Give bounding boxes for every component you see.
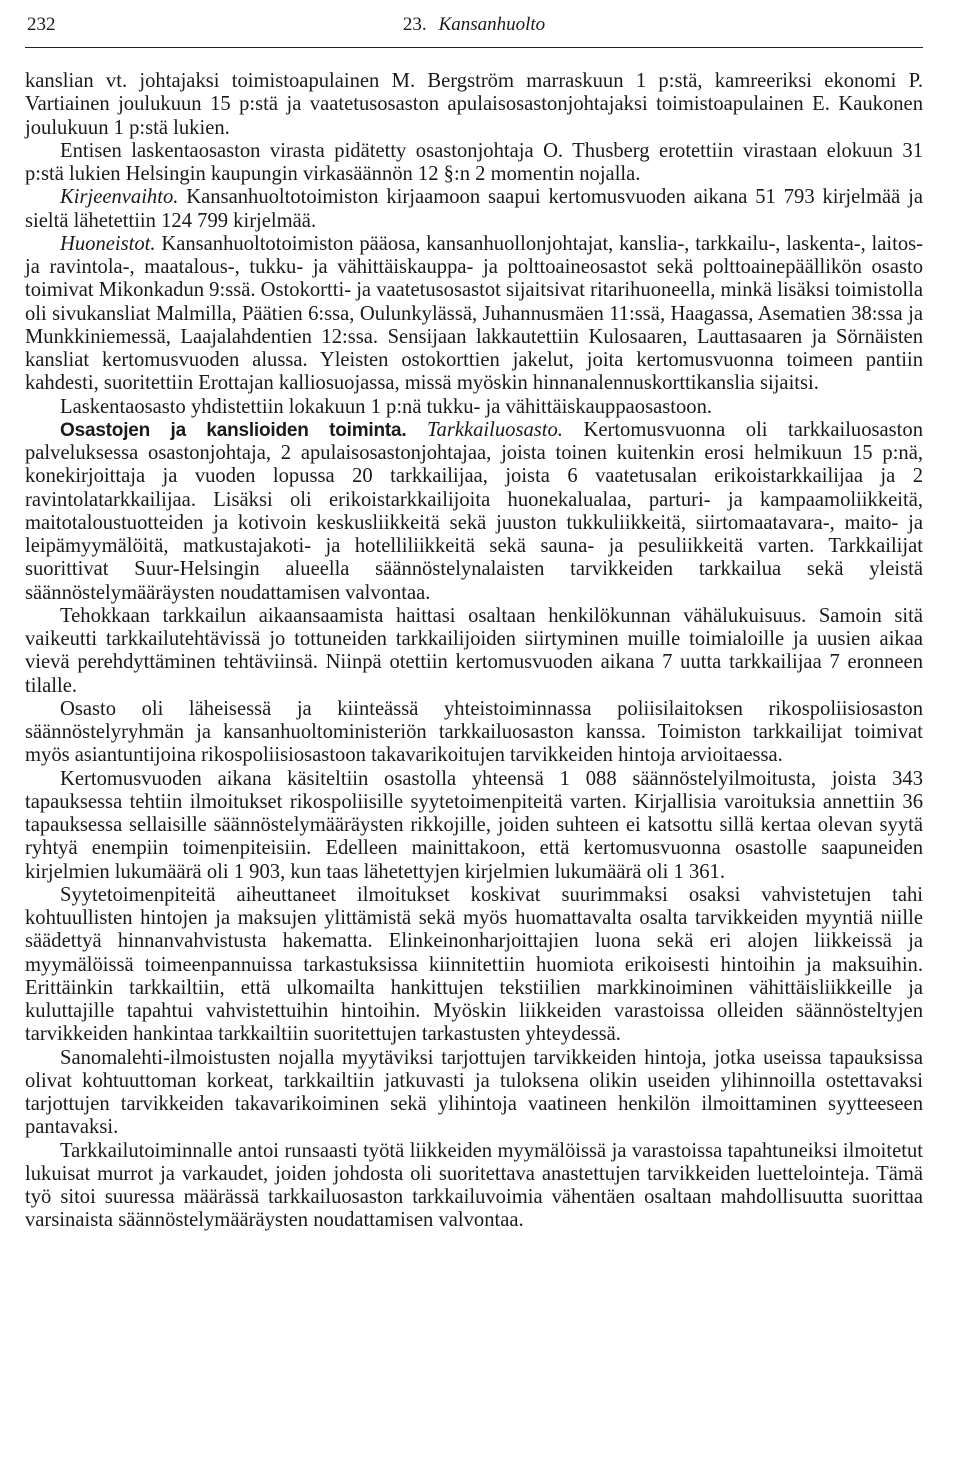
page-number: 232 <box>27 14 56 35</box>
paragraph-text: Kertomusvuoden aikana käsiteltiin osastolla yhteensä 1 088 säännöstelyilmoitusta, joista 343 tapauksessa tehtiin ilmoitukset rikospoliisille syytetoimenpiteitä varten. Kirjallisia varoituksia annettiin 36 tapauksessa sellaisille säännöstelymääräysten rikkojille, joiden suhteen ei katsottu sillä kertaa olevan syytä ryhtyä enempiin toimenpiteisiin. Edelleen mainittakoon, että kertomusvuonna osastolle saapuneiden kirjelmien lukumäärä oli 1 903, kun taas lähetettyjen kirjelmien lukumäärä oli 1 361. <box>25 767 923 883</box>
header-rule <box>25 47 923 48</box>
paragraph <box>25 1047 923 1140</box>
body-text <box>25 70 923 1233</box>
document-page <box>25 14 923 1232</box>
paragraph <box>25 698 923 768</box>
paragraph-text: Entisen laskentaosaston virasta pidätetty osastonjohtaja O. Thusberg erotettiin virastaan elokuun 31 p:stä lukien Helsingin kaupungin virkasäännön 12 §:n 2 momentin nojalla. <box>25 139 923 185</box>
paragraph <box>25 233 923 396</box>
paragraph-text: Sanomalehti-ilmoistusten nojalla myytäviksi tarjottujen tarvikkeiden hintoja, jotka useissa tapauksissa olivat kohtuuttoman korkeat, tarkkailtiin jatkuvasti ja tuloksena olikin useiden ylihinnoilla ostettavaksi tarjottujen tarvikkeiden takavarikoiminen sekä ylihintoja vaatineen henkilön ilmoittaminen syytteeseen pantavaksi. <box>25 1046 923 1139</box>
paragraph-text: Kertomusvuonna oli tarkkailuosaston palveluksessa osastonjohtaja, 2 apulaisosastonjohtajaa, joista toinen kuitenkin erosi helmikuun 15 p:nä, konekirjoittaja ja vuoden lopussa 20 tarkkailijaa, joista 6 vaatetusalan erikoistarkkailijaa ja 2 ravintolatarkkailijaa. Lisäksi oli erikoistarkkailijoita huonekalualaa, parturi- ja kampaamoliikkeitä, maitotaloustuotteiden ja kotivoin keskusliikkeitä sekä juuston tukkuliikkeitä, siirtomaatavara-, maito- ja leipämyymälöitä, matkustajakoti- ja hotelliliikkeitä sekä sauna- ja pesuliikkeitä varten. Tarkkailijat suorittivat Suur-Helsingin alueella säännöstelynalaisten tarvikkeiden tarkkailua sekä yleistä säännöstelymääräysten noudattamisen valvontaa. <box>25 418 923 604</box>
paragraph <box>25 396 923 419</box>
paragraph-text: Tarkkailutoiminnalle antoi runsaasti työtä liikkeiden myymälöissä ja varastoissa tapahtuneiksi ilmoitetut lukuisat murrot ja varkaudet, joiden johdosta oli suoritettava anastettujen tarvikkeiden luettelointeja. Tämä työ sitoi suuressa määrässä tarkkailuosaston tarkkailuvoimia vähentäen osaltaan mahdollisuutta suorittaa varsinaista säännöstelymääräysten noudattamisen valvontaa. <box>25 1139 923 1232</box>
paragraph-text: kanslian vt. johtajaksi toimistoapulainen M. Bergström marraskuun 1 p:stä, kamreeriksi ekonomi P. Vartiainen joulukuun 15 p:stä ja vaatetusosaston apulaisosastonjohtajaksi toimistoapulainen E. Kaukonen joulukuun 1 p:stä lukien. <box>25 70 923 139</box>
chapter-title: Kansanhuolto <box>438 14 546 35</box>
paragraph-text: Kansanhuoltotoimiston pääosa, kansanhuollonjohtajat, kanslia-, tarkkailu-, laskenta-, laitos- ja ravintola-, maatalous-, tukku- ja vähittäiskauppa- ja polttoaineosastot sekä polttoainepäällikön osasto toimivat Mikonkadun 9:ssä. Ostokortti- ja vaatetusosastot sijaitsivat ritarihuoneella, minkä lisäksi toimistolla oli sivukansliat Malmilla, Päätien 6:ssa, Oulunkylässä, Juhannusmäen 11:ssä, Haagassa, Asematien 38:ssa ja Munkkiniemessä, Laajalahdentien 12:ssa. Sensijaan lakkautettiin Kulosaaren, Lauttasaaren ja Sörnäisten kansliat kertomusvuoden alussa. Yleisten ostokorttien jakelut, joita kertomusvuonna toimeen pantiin kahdesti, suoritettiin Erottajan kalliosuojassa, missä myöskin hinnanalennuskorttikanslia sijaitsi. <box>25 232 923 395</box>
paragraph-text: Kansanhuoltotoimiston kirjaamoon saapui kertomusvuoden aikana 51 793 kirjelmää ja sieltä lähetettiin 124 799 kirjelmää. <box>25 186 923 232</box>
paragraph <box>25 70 923 140</box>
section-lead: Huoneistot. <box>60 232 156 255</box>
paragraph <box>25 186 923 233</box>
page-header <box>25 14 923 42</box>
section-lead: Tarkkailuosasto. <box>426 418 563 441</box>
paragraph-text: Osasto oli läheisessä ja kiinteässä yhteistoiminnassa poliisilaitoksen rikospoliisiosaston säännöstelyryhmän ja kansanhuoltoministeriön tarkkailuosaston kanssa. Toimiston tarkkailijat toimivat myös asiantuntijoina rikospoliisiosastoon takavarikoitujen tarvikkeiden hintoja arvioitaessa. <box>25 697 923 767</box>
section-lead: Kirjeenvaihto. <box>60 186 179 209</box>
paragraph-text: Tehokkaan tarkkailun aikaansaamista haittasi osaltaan henkilökunnan vähälukuisuus. Samoin sitä vaikeutti tarkkailutehtävissä jo tottuneiden tarkkailijoiden siirtyminen muille toimialoille ja uusien aikaa vievä perehdyttäminen tehtäviinsä. Niinpä otettiin kertomusvuoden aikana 7 uutta tarkkailijaa 7 eronneen tilalle. <box>25 604 923 697</box>
paragraph <box>25 1140 923 1233</box>
running-title <box>25 14 923 36</box>
paragraph-text: Syytetoimenpiteitä aiheuttaneet ilmoitukset koskivat suurimmaksi osaksi vahvistetujen tahi kohtuullisten hintojen ja maksujen ylittämistä sekä myös huomattavalta osalta tarvikkeiden myyntiä niille säädettyä hinnanvahvistusta hakematta. Elinkeinonharjoittajien luona sekä eri alojen liikkeissä ja myymälöissä toimeenpannuissa tarkastuksissa kiinnitettiin huomiota erikoisesti hintoihin ja maksuihin. Erittäinkin tarkkailtiin, että ulkomailta hankittujen tekstiilien markkinoiminen vähittäisliikkeille ja kuluttajille tapahtui vahvistettuihin hintoihin. Myöskin liikkeiden varastoissa olleiden säännösteltyjen tarvikkeiden hankintaa tarkkailtiin suoritettujen tarkastusten yhteydessä. <box>25 883 923 1046</box>
paragraph <box>25 605 923 698</box>
section-heading: Osastojen ja kanslioiden toiminta. <box>60 419 407 441</box>
paragraph <box>25 884 923 1047</box>
paragraph <box>25 768 923 884</box>
paragraph <box>25 419 923 605</box>
paragraph <box>25 140 923 187</box>
chapter-number: 23. <box>402 14 427 35</box>
paragraph-text: Laskentaosasto yhdistettiin lokakuun 1 p:nä tukku- ja vähittäiskauppaosastoon. <box>60 395 713 418</box>
